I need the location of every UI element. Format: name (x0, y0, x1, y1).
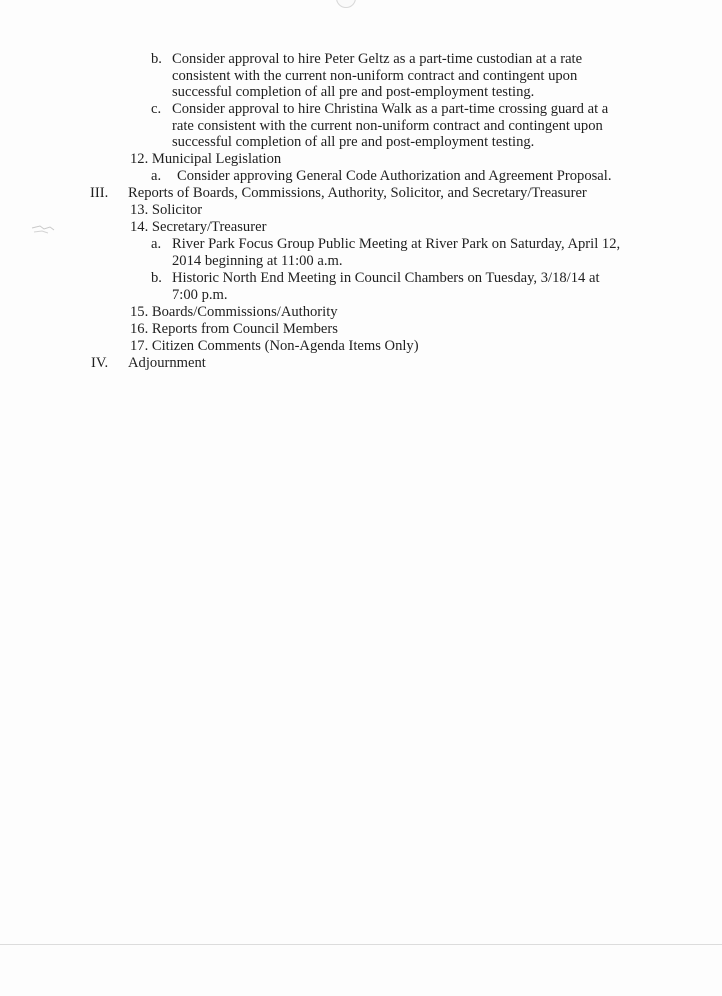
section-iv-number: IV. (91, 355, 109, 371)
item-c-letter: c. (151, 101, 162, 117)
agenda-item-14: 14. Secretary/Treasurer (130, 219, 267, 235)
section-iv-heading: Adjournment (128, 355, 206, 371)
agenda-item-12: 12. Municipal Legislation (130, 151, 282, 167)
scan-artifact (30, 222, 56, 238)
item-b-text-line1: Consider approval to hire Peter Geltz as a part-time custodian at a rate (172, 51, 583, 67)
punch-hole-mark (336, 0, 356, 8)
item-b-text-line2: consistent with the current non-uniform contract and contingent upon (172, 68, 578, 84)
item-14b-text-line1: Historic North End Meeting in Council Chambers on Tuesday, 3/18/14 at (172, 270, 600, 286)
item-14b-text-line2: 7:00 p.m. (172, 287, 228, 303)
item-12a-text: Consider approving General Code Authorization and Agreement Proposal. (177, 168, 612, 184)
item-c-text-line1: Consider approval to hire Christina Walk as a part-time crossing guard at a (172, 101, 609, 117)
agenda-item-17: 17. Citizen Comments (Non-Agenda Items Only) (130, 338, 419, 354)
item-14a-text-line1: River Park Focus Group Public Meeting at River Park on Saturday, April 12, (172, 236, 621, 252)
item-14a-letter: a. (151, 236, 162, 252)
item-14a-text-line2: 2014 beginning at 11:00 a.m. (172, 253, 343, 269)
item-b-letter: b. (151, 51, 162, 67)
agenda-item-15: 15. Boards/Commissions/Authority (130, 304, 338, 320)
agenda-item-16: 16. Reports from Council Members (130, 321, 338, 337)
item-c-text-line2: rate consistent with the current non-uniform contract and contingent upon (172, 118, 603, 134)
agenda-item-13: 13. Solicitor (130, 202, 203, 218)
section-iii-number: III. (90, 185, 109, 201)
scan-edge-line (0, 944, 722, 945)
item-12a-letter: a. (151, 168, 162, 184)
item-c-text-line3: successful completion of all pre and post-employment testing. (172, 134, 535, 150)
item-14b-letter: b. (151, 270, 162, 286)
item-b-text-line3: successful completion of all pre and post-employment testing. (172, 84, 535, 100)
section-iii-heading: Reports of Boards, Commissions, Authority, Solicitor, and Secretary/Treasurer (128, 185, 587, 201)
